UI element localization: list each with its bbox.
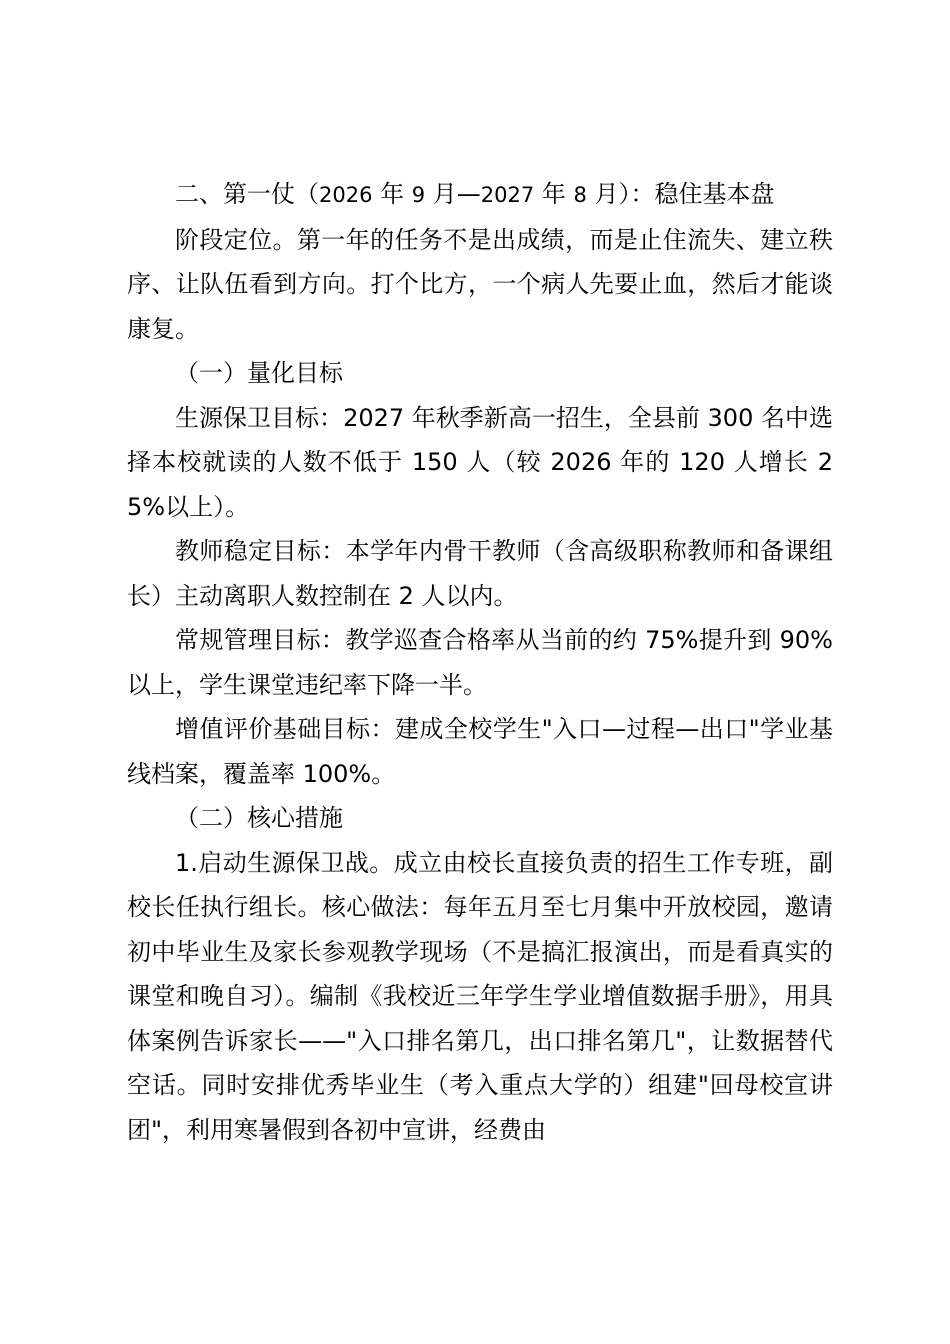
subheading-core-measures: （二）核心措施: [175, 804, 343, 832]
heading-month-start: 9: [411, 183, 426, 207]
paragraph-enrollment-goal: 生源保卫目标：2027 年秋季新高一招生，全县前 300 名中选择本校就读的人数不低于 150 人（较 2026 年的 120 人增长 25%以上）。: [127, 403, 833, 521]
heading-part: 月）：稳住基本盘: [586, 180, 775, 208]
section-heading: [127, 172, 833, 218]
heading-part: 二、第一仗（: [175, 180, 319, 208]
heading-year-start: 2026: [319, 183, 373, 207]
heading-part: 月—: [425, 180, 481, 208]
paragraph-stage-positioning: 阶段定位。第一年的任务不是出成绩，而是止住流失、建立秩序、让队伍看到方向。打个比方，一个病人先要止血，然后才能谈康复。: [127, 225, 833, 343]
document-page: [127, 172, 833, 1152]
paragraph-enrollment-campaign: 1.启动生源保卫战。成立由校长直接负责的招生工作专班，副校长任执行组长。核心做法：每年五月至七月集中开放校园，邀请初中毕业生及家长参观教学现场（不是搞汇报演出，而是看真实的课堂和晚自习）。编制《我校近三年学生学业增值数据手册》，用具体案例告诉家长——"入口排名第几，出口排名第几"，让数据替代空话。同时安排优秀毕业生（考入重点大学的）组建"回母校宣讲团"，利用寒暑假到各初中宣讲，经费由: [127, 848, 833, 1144]
paragraph-teacher-stability-goal: 教师稳定目标：本学年内骨干教师（含高级职称教师和备课组长）主动离职人数控制在 2 人以内。: [127, 537, 833, 610]
heading-part: 年: [372, 180, 412, 208]
paragraph-routine-management-goal: 常规管理目标：教学巡查合格率从当前的约 75%提升到 90%以上，学生课堂违纪率下降一半。: [127, 626, 833, 699]
heading-month-end: 8: [573, 183, 587, 207]
paragraph-value-added-goal: 增值评价基础目标：建成全校学生"入口—过程—出口"学业基线档案，覆盖率 100%。: [127, 715, 833, 788]
heading-year-end: 2027: [480, 183, 535, 207]
subheading-quantified-goals: （一）量化目标: [175, 359, 343, 387]
heading-part: 年: [534, 180, 574, 208]
